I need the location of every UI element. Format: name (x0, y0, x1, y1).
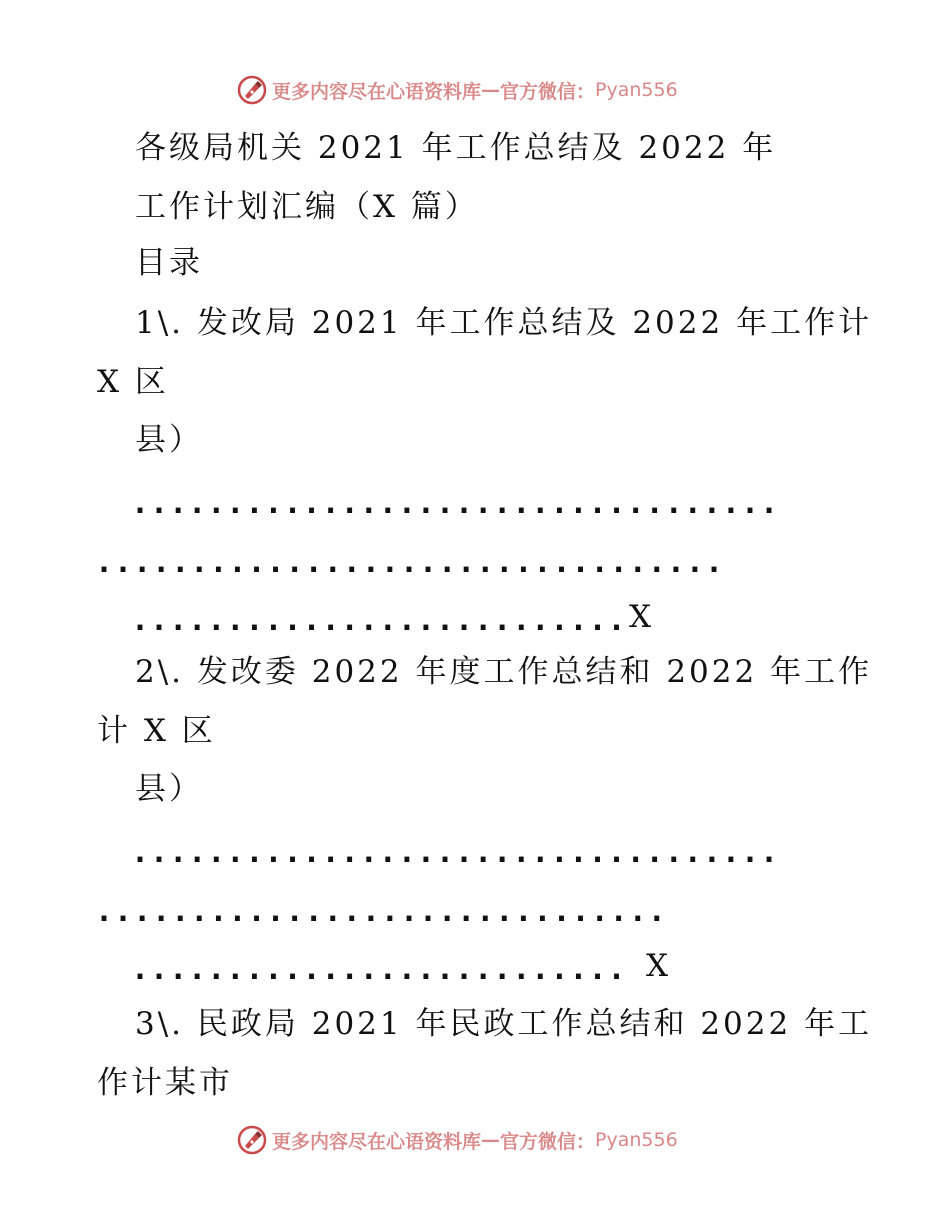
toc-entry-2-leader-1: .................................. (131, 835, 780, 870)
toc-entry-2-leader-2: .............................. (95, 894, 667, 929)
header-watermark (236, 72, 678, 108)
toc-entry-2-leader-3: .......................... (131, 952, 627, 987)
toc-entry-1-title-cont: X 区 (97, 364, 169, 400)
toc-entry-3-title: 3\. 民政局 2021 年民政工作总结和 2022 年工 (135, 1006, 873, 1042)
watermark-label: 官方微信： (500, 80, 596, 103)
toc-entry-1-leader-1: .................................. (131, 486, 780, 521)
watermark-account: Pyan556 (595, 1129, 678, 1151)
toc-entry-2-page: X (646, 948, 672, 984)
toc-entry-2-title-end: 县） (135, 771, 203, 807)
watermark-brand: 更多内容尽在心语资料库 (272, 80, 482, 103)
toc-entry-1-leader-3: .......................... (131, 603, 627, 638)
watermark-label: 官方微信： (500, 1130, 596, 1153)
watermark-separator: — (481, 79, 501, 101)
watermark-separator: — (481, 1129, 501, 1151)
toc-entry-1-title-end: 县） (135, 422, 203, 458)
toc-entry-2-title: 2\. 发改委 2022 年度工作总结和 2022 年工作 (135, 654, 873, 690)
toc-heading: 目录 (135, 245, 203, 281)
toc-entry-1-title: 1\. 发改局 2021 年工作总结及 2022 年工作计 (135, 305, 873, 341)
pen-nib-logo-icon (236, 74, 268, 106)
toc-entry-2-title-cont: 计 X 区 (97, 713, 216, 749)
footer-watermark (236, 1122, 678, 1158)
toc-entry-1-page: X (629, 599, 655, 635)
watermark-brand: 更多内容尽在心语资料库 (272, 1130, 482, 1153)
watermark-account: Pyan556 (595, 79, 678, 101)
toc-entry-3-title-cont: 作计某市 (97, 1065, 233, 1101)
toc-entry-1-leader-2: ................................. (95, 545, 725, 580)
document-title-line-2: 工作计划汇编（X 篇） (135, 189, 479, 225)
document-title-line-1: 各级局机关 2021 年工作总结及 2022 年 (135, 130, 777, 166)
pen-nib-logo-icon (236, 1124, 268, 1156)
